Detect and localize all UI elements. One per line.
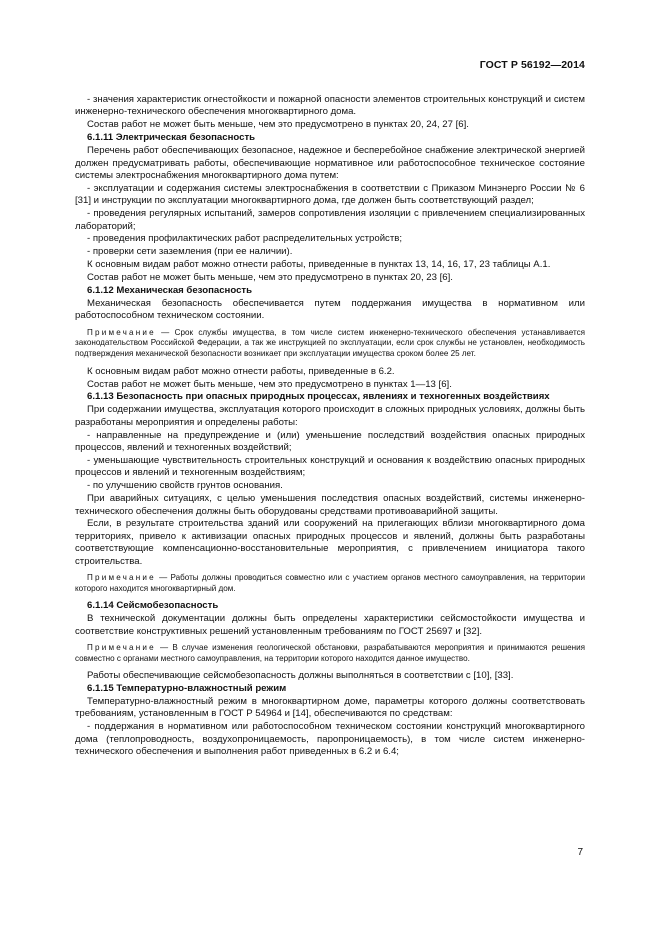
paragraph: Работы обеспечивающие сейсмобезопасность должны выполняться в соответствии с [10], [33]. <box>87 670 514 682</box>
note-label: Примечание <box>87 643 156 652</box>
paragraph: К основным видам работ можно отнести работы, приведенные в пунктах 13, 14, 16, 17, 23 таблицы А.1. <box>87 259 551 271</box>
section-heading: 6.1.11 Электрическая безопасность <box>87 132 256 144</box>
paragraph: Если, в результате строительства зданий или сооружений на прилегающих вблизи многоквартирного дома территориях, привело к активизации опасных природных процессов и явлений, должны быть разработаны соответствующие компенсационно-восстановительные мероприятия, с привлечением инициатора такого строительства. <box>75 518 585 567</box>
note <box>75 643 585 664</box>
note-text: — Срок службы имущества, в том числе систем инженерно-технического обеспечения устанавливается законодательством Российской Федерации, а так же инструкцией по эксплуатации, если срок службы не установлен, необходимость подтверждения механической безопасности возникает при эксплуатации имущества сроком более 25 лет. <box>75 327 585 358</box>
list-item: - проведения профилактических работ распределительных устройств; <box>87 233 403 245</box>
section-heading: 6.1.12 Механическая безопасность <box>87 285 252 297</box>
page-number: 7 <box>577 847 583 858</box>
paragraph: При аварийных ситуациях, с целью уменьшения последствия опасных воздействий, системы инженерно-технического обеспечения должны быть оборудованы средствами противоаварийной защиты. <box>75 493 585 517</box>
list-item: - по улучшению свойств грунтов основания. <box>87 480 283 492</box>
section-heading: 6.1.15 Температурно-влажностный режим <box>87 683 287 695</box>
paragraph: Температурно-влажностный режим в многоквартирном доме, параметры которого должны соответствовать требованиям, установленным в ГОСТ Р 54964 и [14], обеспечиваются по средствам: <box>75 696 585 720</box>
paragraph: Состав работ не может быть меньше, чем это предусмотрено в пунктах 20, 24, 27 [6]. <box>87 119 469 131</box>
note-label: Примечание <box>87 327 156 337</box>
document-id: ГОСТ Р 56192—2014 <box>479 59 585 71</box>
paragraph: К основным видам работ можно отнести работы, приведенные в 6.2. <box>87 365 395 377</box>
page-body <box>75 94 585 759</box>
list-item: - эксплуатации и содержания системы электроснабжения в соответствии с Приказом Минэнерго России № 6 [31] и инструкции по эксплуатации многоквартирного дома, где должен быть соответствующий раздел; <box>75 182 585 207</box>
section-heading: 6.1.13 Безопасность при опасных природных процессах, явлениях и техногенных воздействиях <box>87 391 550 403</box>
note-text: — Работы должны проводиться совместно или с участием органов местного самоуправления, на территории которого находится многоквартирный дом. <box>75 573 585 593</box>
note <box>75 573 585 594</box>
paragraph: Механическая безопасность обеспечивается путем поддержания имущества в нормативном или работоспособном техническом состоянии. <box>75 298 585 322</box>
list-item: - проверки сети заземления (при ее наличии). <box>87 246 293 258</box>
list-item: - поддержания в нормативном или работоспособном техническом состоянии конструкций многоквартирного дома (теплопроводность, воздухопроницаемость, паропроницаемость), в том числе систем инженерно-технического обеспечения и выполнения работ приведенных в 6.2 и 6.4; <box>75 721 585 758</box>
paragraph: При содержании имущества, эксплуатация которого происходит в сложных природных условиях, должны быть разработаны мероприятия и определены работы: <box>75 404 585 428</box>
list-item: - направленные на предупреждение и (или) уменьшение последствий воздействия опасных природных процессов, явлений и техногенных воздействий; <box>75 429 585 454</box>
paragraph: Состав работ не может быть меньше, чем это предусмотрено в пунктах 1—13 [6]. <box>87 378 452 390</box>
section-heading: 6.1.14 Сейсмобезопасность <box>87 600 219 612</box>
list-item: - уменьшающие чувствительность строительных конструкций и основания к воздействию опасных природных процессов и явлений и техногенным воздействиям; <box>75 454 585 479</box>
note-text: — В случае изменения геологической обстановки, разрабатываются мероприятия и принимаются решения совместно с органами местного самоуправления, на территории которого находится данное имущество. <box>75 643 585 663</box>
paragraph: В технической документации должны быть определены характеристики сейсмостойкости имущества и соответствие конструктивных решений установленным требованиям по ГОСТ 25697 и [32]. <box>75 613 585 637</box>
paragraph: Состав работ не может быть меньше, чем это предусмотрено в пунктах 20, 23 [6]. <box>87 272 453 284</box>
list-item: - проведения регулярных испытаний, замеров сопротивления изоляции с привлечением специализированных лабораторий; <box>75 208 585 232</box>
paragraph: - значения характеристик огнестойкости и пожарной опасности элементов строительных конструкций и систем инженерно-технического обеспечения многоквартирного дома. <box>75 94 585 118</box>
note <box>75 328 585 360</box>
note-label: Примечание <box>87 573 156 583</box>
paragraph: Перечень работ обеспечивающих безопасное, надежное и бесперебойное снабжение электрической энергией должен предусматривать работы, обеспечивающие нормативное или работоспособное техническое состояние системы электроснабжения многоквартирного дома путем: <box>75 145 585 181</box>
